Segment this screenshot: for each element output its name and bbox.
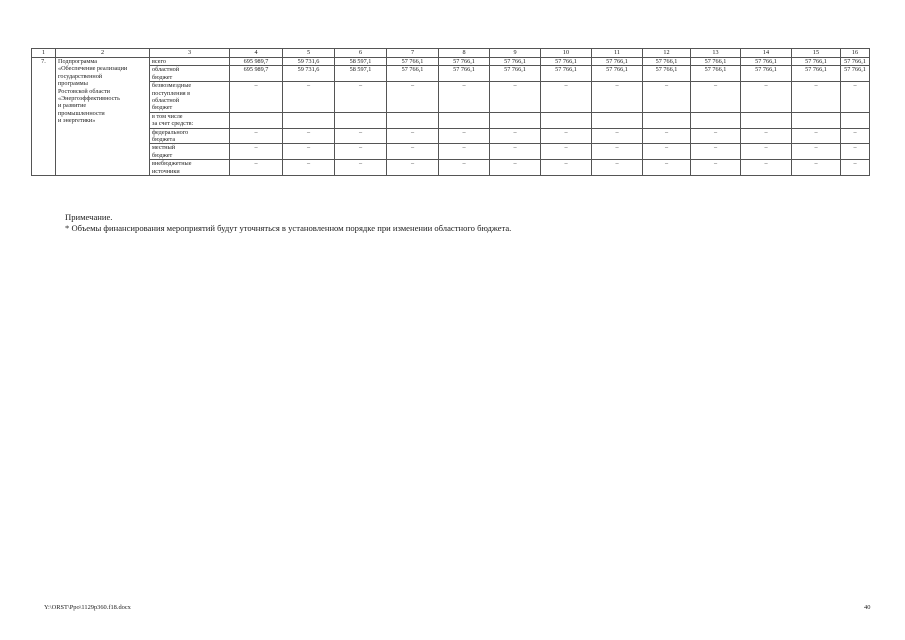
header-cell: 7 bbox=[387, 49, 439, 58]
header-cell: 9 bbox=[490, 49, 541, 58]
value-cell: 57 766,1 bbox=[490, 58, 541, 66]
value-cell: – bbox=[792, 128, 841, 144]
value-cell: – bbox=[741, 160, 792, 176]
value-cell: – bbox=[691, 144, 741, 160]
header-cell: 10 bbox=[541, 49, 592, 58]
value-cell: – bbox=[691, 160, 741, 176]
value-cell: – bbox=[335, 128, 387, 144]
value-cell: – bbox=[283, 128, 335, 144]
value-cell: 57 766,1 bbox=[541, 58, 592, 66]
note-title: Примечание. bbox=[65, 212, 113, 222]
value-cell bbox=[841, 112, 870, 128]
value-cell bbox=[490, 112, 541, 128]
value-cell: – bbox=[541, 160, 592, 176]
page-number: 40 bbox=[864, 604, 871, 611]
value-cell: – bbox=[283, 144, 335, 160]
value-cell: – bbox=[841, 144, 870, 160]
header-cell: 11 bbox=[592, 49, 643, 58]
value-cell: – bbox=[592, 144, 643, 160]
table-row bbox=[32, 112, 870, 128]
value-cell: 57 766,1 bbox=[691, 66, 741, 82]
table-row bbox=[32, 128, 870, 144]
value-cell: 57 766,1 bbox=[541, 66, 592, 82]
value-cell: – bbox=[230, 144, 283, 160]
value-cell: 59 731,6 bbox=[283, 66, 335, 82]
value-cell bbox=[643, 112, 691, 128]
value-cell: 57 766,1 bbox=[841, 66, 870, 82]
value-cell bbox=[387, 112, 439, 128]
value-cell: – bbox=[592, 160, 643, 176]
value-cell: 57 766,1 bbox=[490, 66, 541, 82]
value-cell: – bbox=[541, 144, 592, 160]
value-cell: – bbox=[490, 144, 541, 160]
note-block bbox=[65, 212, 511, 234]
table-row bbox=[32, 66, 870, 82]
source-label: федерального бюджета bbox=[150, 128, 230, 144]
value-cell: – bbox=[592, 82, 643, 113]
value-cell: 57 766,1 bbox=[841, 58, 870, 66]
value-cell: – bbox=[643, 160, 691, 176]
value-cell: 58 597,1 bbox=[335, 58, 387, 66]
value-cell: – bbox=[439, 128, 490, 144]
value-cell: 57 766,1 bbox=[792, 58, 841, 66]
header-row bbox=[32, 49, 870, 58]
value-cell: – bbox=[490, 82, 541, 113]
value-cell: – bbox=[439, 160, 490, 176]
value-cell: – bbox=[230, 160, 283, 176]
value-cell: 57 766,1 bbox=[439, 66, 490, 82]
value-cell: – bbox=[230, 82, 283, 113]
financing-table bbox=[31, 48, 870, 176]
value-cell bbox=[541, 112, 592, 128]
source-label: местный бюджет bbox=[150, 144, 230, 160]
value-cell: – bbox=[691, 128, 741, 144]
table-row bbox=[32, 144, 870, 160]
value-cell bbox=[592, 112, 643, 128]
value-cell: – bbox=[841, 160, 870, 176]
value-cell bbox=[741, 112, 792, 128]
value-cell: 57 766,1 bbox=[439, 58, 490, 66]
header-cell: 13 bbox=[691, 49, 741, 58]
value-cell: – bbox=[335, 160, 387, 176]
value-cell: – bbox=[592, 128, 643, 144]
value-cell: 695 989,7 bbox=[230, 66, 283, 82]
header-cell: 15 bbox=[792, 49, 841, 58]
value-cell: 57 766,1 bbox=[387, 58, 439, 66]
source-label: безвозмездные поступления в областной бюджет bbox=[150, 82, 230, 113]
value-cell: – bbox=[643, 128, 691, 144]
table-body bbox=[32, 58, 870, 176]
value-cell: – bbox=[792, 82, 841, 113]
table-row bbox=[32, 82, 870, 113]
value-cell: 57 766,1 bbox=[592, 66, 643, 82]
value-cell: – bbox=[841, 128, 870, 144]
value-cell: – bbox=[387, 160, 439, 176]
value-cell: 58 597,1 bbox=[335, 66, 387, 82]
value-cell bbox=[792, 112, 841, 128]
source-label: внебюджетные источники bbox=[150, 160, 230, 176]
value-cell: 59 731,6 bbox=[283, 58, 335, 66]
value-cell: – bbox=[387, 82, 439, 113]
value-cell: – bbox=[792, 144, 841, 160]
value-cell: – bbox=[490, 160, 541, 176]
header-cell: 16 bbox=[841, 49, 870, 58]
value-cell: – bbox=[643, 144, 691, 160]
value-cell: – bbox=[741, 128, 792, 144]
header-cell: 12 bbox=[643, 49, 691, 58]
value-cell: – bbox=[691, 82, 741, 113]
value-cell: 57 766,1 bbox=[643, 58, 691, 66]
row-number: 7. bbox=[32, 58, 56, 176]
value-cell: 57 766,1 bbox=[691, 58, 741, 66]
header-cell: 1 bbox=[32, 49, 56, 58]
value-cell: 57 766,1 bbox=[792, 66, 841, 82]
value-cell: – bbox=[230, 128, 283, 144]
value-cell: – bbox=[283, 82, 335, 113]
table-row bbox=[32, 160, 870, 176]
value-cell: – bbox=[283, 160, 335, 176]
value-cell: – bbox=[387, 144, 439, 160]
value-cell: – bbox=[541, 82, 592, 113]
value-cell: 57 766,1 bbox=[643, 66, 691, 82]
source-label: в том числе за счет средств: bbox=[150, 112, 230, 128]
header-cell: 8 bbox=[439, 49, 490, 58]
value-cell: – bbox=[490, 128, 541, 144]
value-cell: 695 989,7 bbox=[230, 58, 283, 66]
header-cell: 4 bbox=[230, 49, 283, 58]
header-cell: 6 bbox=[335, 49, 387, 58]
footer-file-path: Y:\ORST\Ppo\1129p360.f18.docx bbox=[44, 604, 131, 611]
value-cell: – bbox=[792, 160, 841, 176]
value-cell: 57 766,1 bbox=[387, 66, 439, 82]
value-cell: – bbox=[741, 82, 792, 113]
value-cell bbox=[283, 112, 335, 128]
value-cell: 57 766,1 bbox=[741, 58, 792, 66]
value-cell bbox=[335, 112, 387, 128]
header-cell: 14 bbox=[741, 49, 792, 58]
value-cell: – bbox=[439, 144, 490, 160]
value-cell bbox=[439, 112, 490, 128]
value-cell: – bbox=[335, 82, 387, 113]
value-cell: – bbox=[741, 144, 792, 160]
value-cell: – bbox=[335, 144, 387, 160]
value-cell: 57 766,1 bbox=[741, 66, 792, 82]
header-cell: 3 bbox=[150, 49, 230, 58]
header-cell: 5 bbox=[283, 49, 335, 58]
header-cell: 2 bbox=[56, 49, 150, 58]
source-label: всего bbox=[150, 58, 230, 66]
value-cell bbox=[691, 112, 741, 128]
value-cell: – bbox=[387, 128, 439, 144]
value-cell: – bbox=[643, 82, 691, 113]
value-cell: – bbox=[841, 82, 870, 113]
value-cell: – bbox=[439, 82, 490, 113]
value-cell: 57 766,1 bbox=[592, 58, 643, 66]
value-cell: – bbox=[541, 128, 592, 144]
source-label: областной бюджет bbox=[150, 66, 230, 82]
table-row bbox=[32, 58, 870, 66]
note-text: * Объемы финансирования мероприятий будут уточняться в установленном порядке при изменении областного бюджета. bbox=[65, 223, 512, 233]
value-cell bbox=[230, 112, 283, 128]
program-name: Подпрограмма «Обеспечение реализации государственной программы Ростовской области «Энергоэффективность и развитие промышленности и энергетики» bbox=[56, 58, 150, 176]
